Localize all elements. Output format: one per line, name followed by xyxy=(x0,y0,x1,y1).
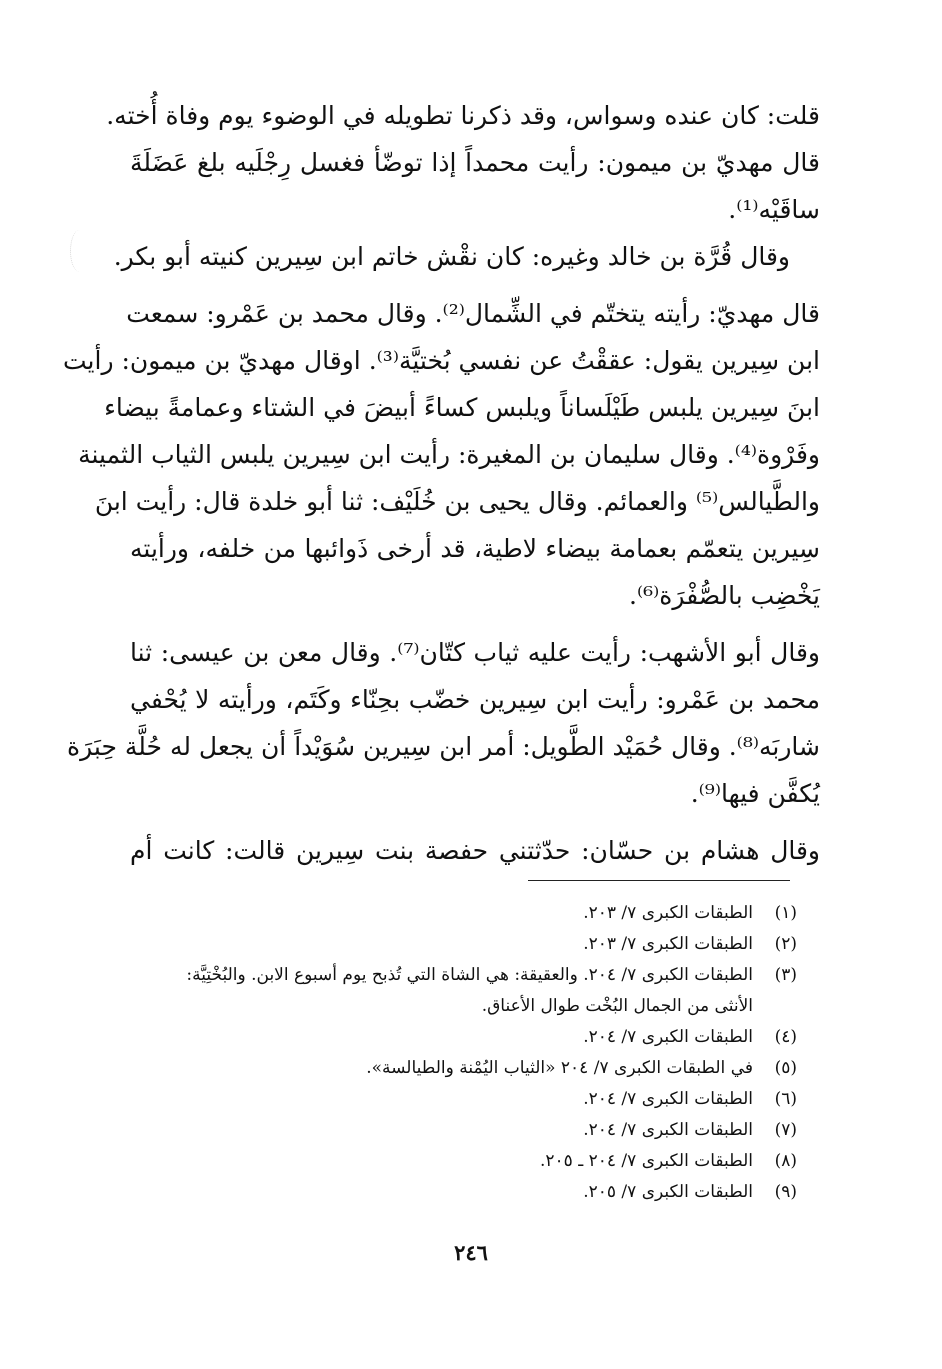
footnote-number: (١) xyxy=(774,903,797,923)
footnote-text: الطبقات الكبرى ٧/ ٢٠٤. xyxy=(583,1120,753,1140)
footnote-number: (٨) xyxy=(774,1151,797,1171)
footnote xyxy=(107,929,797,960)
text-line: ابنَ سِيرين يلبس طَيْلَساناً ويلبس كساءً أبيضَ في الشتاء وعمامةً بيضاء xyxy=(104,393,820,422)
footnote-text: الطبقات الكبرى ٧/ ٢٠٤. xyxy=(583,1027,753,1047)
footnote-text: الطبقات الكبرى ٧/ ٢٠٤. xyxy=(583,1089,753,1109)
footnote xyxy=(107,960,797,1022)
footnote-text: الطبقات الكبرى ٧/ ٢٠٤. والعقيقة: هي الشاة التي تُذبح يوم أسبوع الابن. والبُخْتِيَّة: xyxy=(186,965,753,985)
margin-mark xyxy=(70,230,89,272)
footnote-number: (٤) xyxy=(774,1027,797,1047)
footnote-text: الطبقات الكبرى ٧/ ٢٠٤ ـ ٢٠٥. xyxy=(540,1151,753,1171)
footnote xyxy=(107,898,797,929)
footnote-divider xyxy=(528,880,790,881)
footnote-number: (٥) xyxy=(774,1058,797,1078)
footnote-number: (٢) xyxy=(774,934,797,954)
text-line: قال مهديّ: رأيته يتختّم في الشِّمال⁽²⁾. وقال محمد بن عَمْرو: سمعت xyxy=(126,299,820,328)
text-line: ابن سِيرين يقول: عققْتُ عن نفسي بُختيَّة⁽³⁾. اوقال مهديّ بن ميمون: رأيت xyxy=(63,346,820,375)
footnote-number: (٩) xyxy=(774,1182,797,1202)
footnote xyxy=(107,1177,797,1208)
text-line: والطَّيالس⁽⁵⁾ والعمائم. وقال يحيى بن خُلَيْف: ثنا أبو خلدة قال: رأيت ابنَ xyxy=(94,487,820,516)
footnote-number: (٣) xyxy=(774,965,797,985)
text-line: يُكفَّن فيها⁽⁹⁾. xyxy=(690,779,820,808)
page-number: ٢٤٦ xyxy=(454,1240,488,1265)
text-line: قال مهديّ بن ميمون: رأيت محمداً إذا توضّأ فغسل رِجْلَيه بلغ عَضَلَةَ xyxy=(130,148,820,177)
text-line: وقال هشام بن حسّان: حدّثتني حفصة بنت سِيرين قالت: كانت أم xyxy=(130,836,820,865)
footnote-number: (٧) xyxy=(774,1120,797,1140)
footnote xyxy=(107,1115,797,1146)
main-text xyxy=(63,92,820,874)
footnote xyxy=(107,1053,797,1084)
text-line: وقال قُرَّة بن خالد وغيره: كان نقْش خاتم ابن سِيرين كنيته أبو بكر. xyxy=(113,242,790,271)
text-line: سِيرين يتعمّم بعمامة بيضاء لاطية، قد أرخى ذَوائبها من خلفه، ورأيته xyxy=(130,534,820,563)
footnote-number: (٦) xyxy=(774,1089,797,1109)
footnote-text: الطبقات الكبرى ٧/ ٢٠٣. xyxy=(583,903,753,923)
text-line: وفَرْوة⁽⁴⁾. وقال سليمان بن المغيرة: رأيت ابن سِيرين يلبس الثياب الثمينة xyxy=(78,440,820,469)
text-line: وقال أبو الأشهب: رأيت عليه ثياب كتّان⁽⁷⁾. وقال معن بن عيسى: ثنا xyxy=(130,638,820,667)
text-line: شاربَه⁽⁸⁾. وقال حُمَيْد الطَّويل: أمر ابن سِيرين سُوَيْداً أن يجعل له حُلَّة حِبَرَة xyxy=(67,732,820,761)
footnote-text: الطبقات الكبرى ٧/ ٢٠٣. xyxy=(583,934,753,954)
text-line: قلت: كان عنده وسواس، وقد ذكرنا تطويله في الوضوء يوم وفاة أُخته. xyxy=(106,101,820,130)
footnote-text: الطبقات الكبرى ٧/ ٢٠٥. xyxy=(583,1182,753,1202)
text-line: يَخْضِب بالصُّفْرَة⁽⁶⁾. xyxy=(629,581,820,610)
footnotes xyxy=(107,898,797,1208)
text-line: ساقَيْه⁽¹⁾. xyxy=(728,195,820,224)
footnote xyxy=(107,1146,797,1177)
footnote xyxy=(107,1022,797,1053)
footnote-text: في الطبقات الكبرى ٧/ ٢٠٤ «الثياب اليُمْنة والطيالسة». xyxy=(366,1058,753,1078)
text-line: محمد بن عَمْرو: رأيت ابن سِيرين خضّب بحِنّاء وكَتَم، ورأيته لا يُحْفي xyxy=(130,685,820,714)
footnote xyxy=(107,1084,797,1115)
footnote-text-continuation: الأنثى من الجمال البُخْت طوال الأعناق. xyxy=(481,996,753,1016)
